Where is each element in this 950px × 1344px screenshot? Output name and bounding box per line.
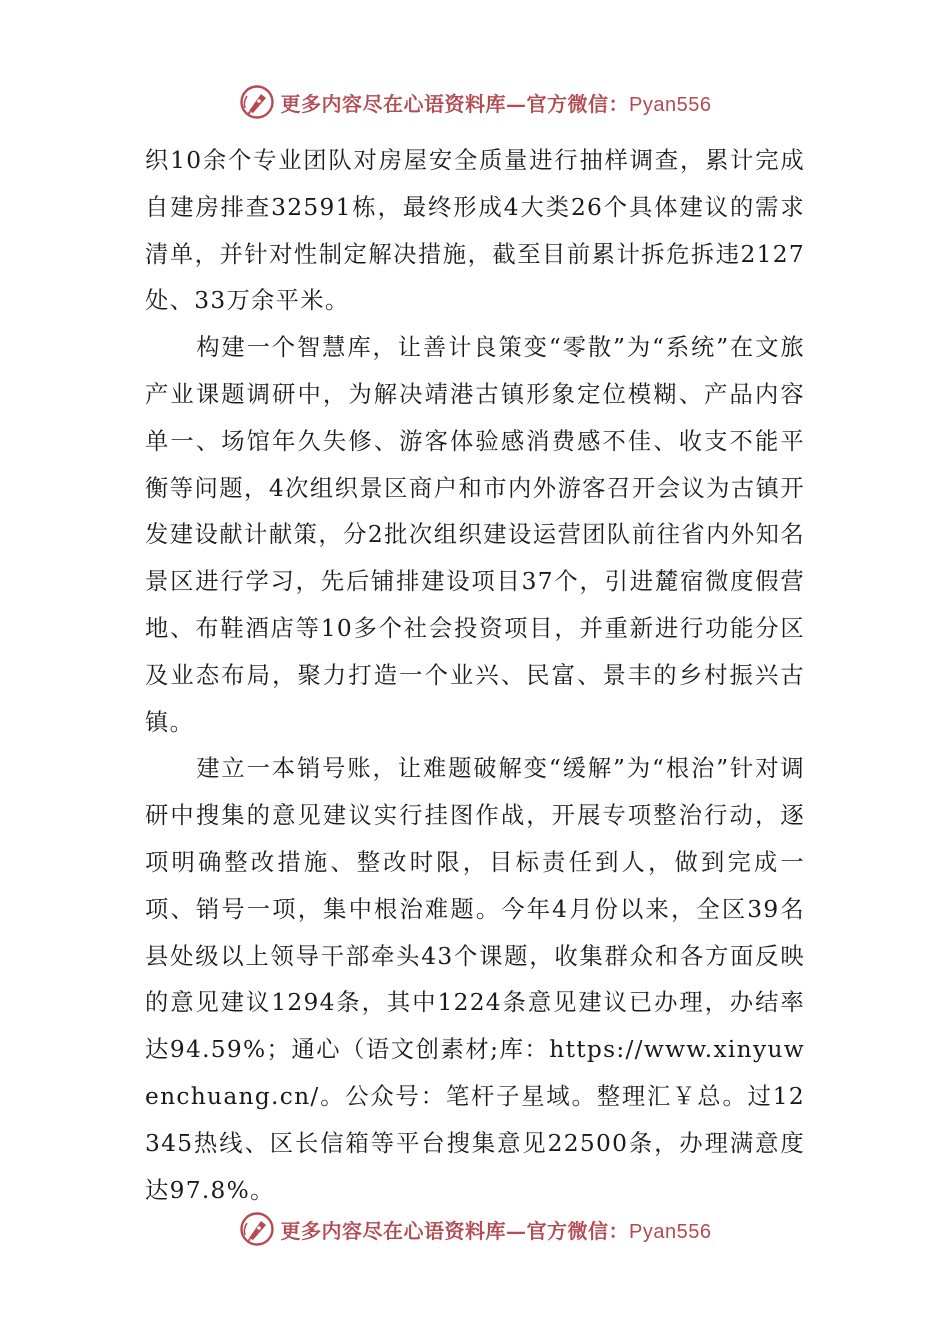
banner-text-cn: 更多内容尽在心语资料库—官方微信： — [280, 1218, 630, 1243]
pen-nib-logo-icon — [239, 1211, 275, 1247]
paragraph-2: 构建一个智慧库，让善计良策变“零散”为“系统”在文旅产业课题调研中，为解决靖港古镇形象定位模糊、产品内容单一、场馆年久失修、游客体验感消费感不佳、收支不能平衡等问题，4次组织景区商户和市内外游客召开会议为古镇开发建设献计献策，分2批次组织建设运营团队前往省内外知名景区进行学习，先后铺排建设项目37个，引进麓宿微度假营地、布鞋酒店等10多个社会投资项目，并重新进行功能分区及业态布局，聚力打造一个业兴、民富、景丰的乡村振兴古镇。 — [145, 334, 805, 736]
footer-banner — [0, 1209, 950, 1249]
banner-text — [281, 88, 712, 117]
header-banner — [0, 82, 950, 122]
banner-text-cn: 更多内容尽在心语资料库—官方微信： — [280, 91, 630, 116]
paragraph-1: 织10余个专业团队对房屋安全质量进行抽样调查，累计完成自建房排查32591栋，最终形成4大类26个具体建议的需求清单，并针对性制定解决措施，截至目前累计拆危拆违2127处、33万余平米。 — [145, 147, 805, 315]
banner-text — [281, 1215, 712, 1244]
paragraph-3: 建立一本销号账，让难题破解变“缓解”为“根治”针对调研中搜集的意见建议实行挂图作战，开展专项整治行动，逐项明确整改措施、整改时限，目标责任到人，做到完成一项、销号一项，集中根治难题。今年4月份以来，全区39名县处级以上领导干部牵头43个课题，收集群众和各方面反映的意见建议1294条，其中1224条意见建议已办理，办结率达94.59%；通心（语文创素材;库：https://www.xinyuwenchuang.cn/。公众号：笔杆子星域。整理汇￥总。过12345热线、区长信箱等平台搜集意见22500条，办理满意度达97.8%。 — [145, 755, 805, 1204]
pen-nib-logo-icon — [239, 84, 275, 120]
document-body — [145, 138, 805, 1214]
banner-wechat-id: Pyan556 — [629, 1220, 712, 1243]
banner-wechat-id: Pyan556 — [629, 93, 712, 116]
